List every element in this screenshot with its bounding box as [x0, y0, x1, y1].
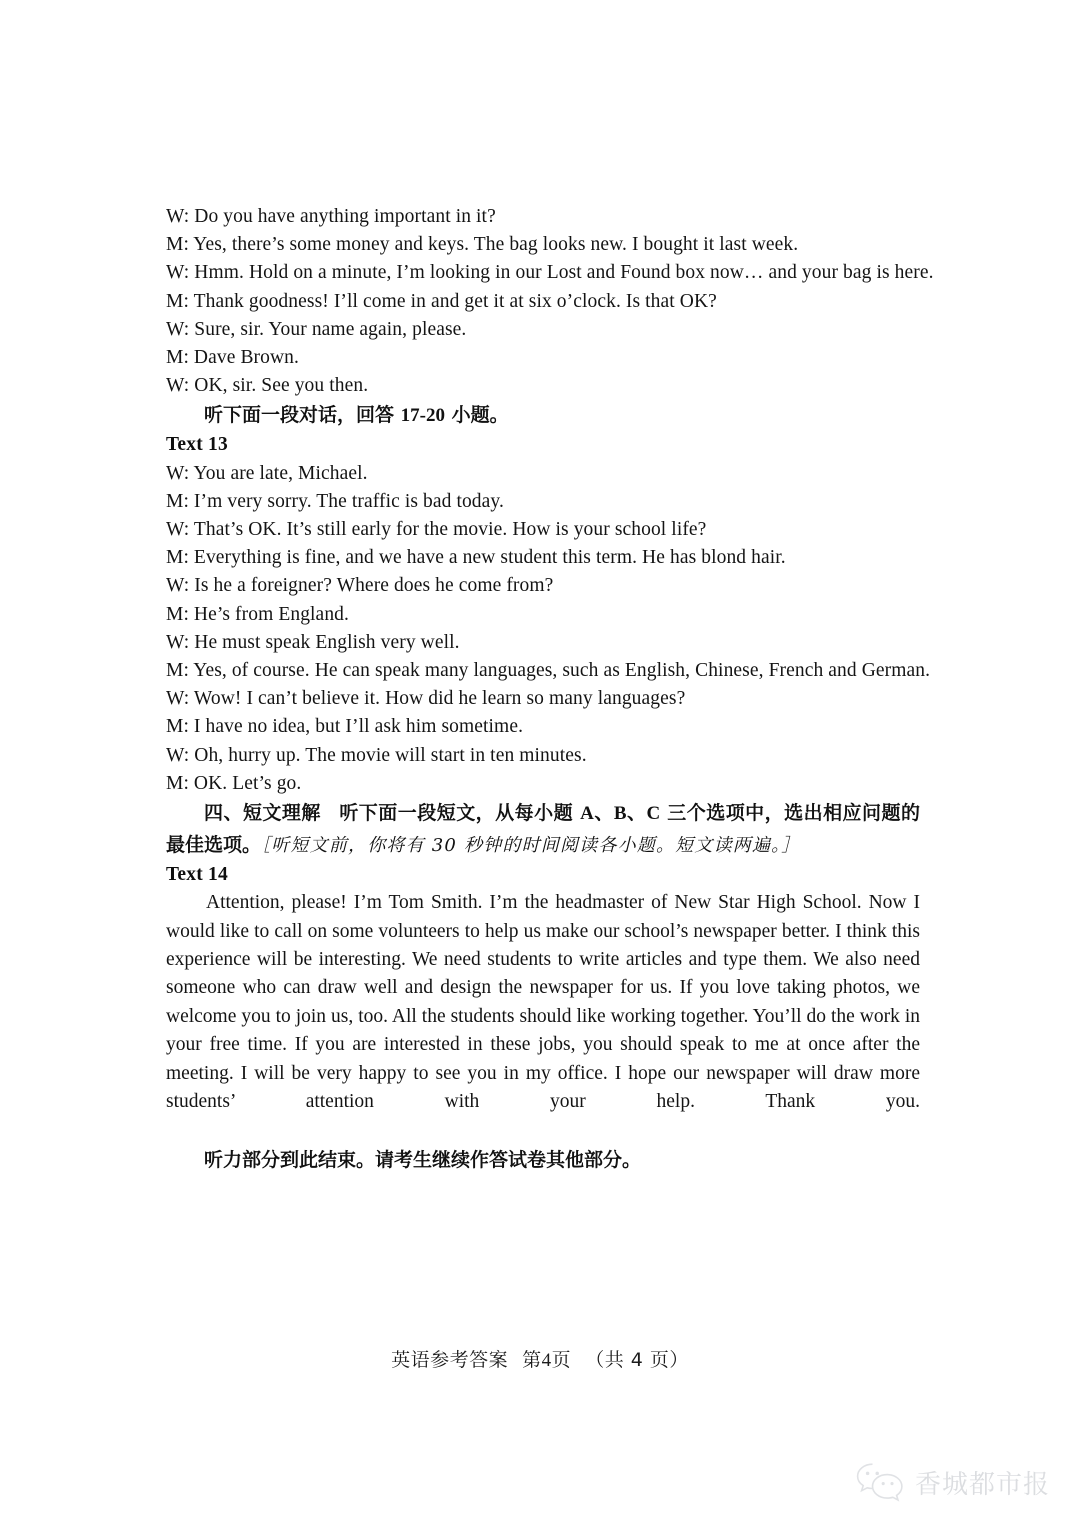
- transcript-line: M: OK. Let’s go.: [166, 772, 302, 794]
- section-4-body-part1: 听下面一段短文，从每小题: [338, 802, 581, 825]
- transcript-block-text12: [166, 203, 934, 400]
- transcript-line: M: Yes, of course. He can speak many languages, such as English, Chinese, French and German.: [166, 660, 931, 682]
- transcript-block-text13: [166, 460, 931, 798]
- transcript-line: M: Everything is fine, and we have a new student this term. He has blond hair.: [166, 547, 786, 569]
- wechat-icon: [855, 1461, 905, 1503]
- section-4-heading: [166, 798, 920, 861]
- section-4-options: A、B、C: [580, 803, 661, 825]
- instruction-question-range: 17-20: [400, 405, 445, 427]
- transcript-line: W: Wow! I can’t believe it. How did he learn so many languages?: [166, 688, 686, 710]
- footer-page-prefix: 第: [522, 1349, 542, 1371]
- transcript-line: M: Thank goodness! I’ll come in and get it at six o’clock. Is that OK?: [166, 290, 717, 312]
- listening-script-body: [166, 203, 934, 1175]
- listening-end-notice: 听力部分到此结束。请考生继续作答试卷其他部分。: [204, 1148, 642, 1171]
- footer-subject: 英语参考答案: [391, 1349, 509, 1371]
- section-4-bracket-close: 秒钟的时间阅读各小题。短文读两遍。］: [457, 834, 801, 856]
- transcript-line: W: Sure, sir. Your name again, please.: [166, 318, 467, 340]
- transcript-line: W: He must speak English very well.: [166, 631, 460, 653]
- transcript-line: M: Yes, there’s some money and keys. The bag looks new. I bought it last week.: [166, 234, 799, 256]
- instruction-17-20: [166, 400, 920, 431]
- section-4-bracket-seconds: 30: [431, 834, 458, 856]
- transcript-line: W: You are late, Michael.: [166, 462, 368, 484]
- footer-page-suffix: 页: [551, 1349, 572, 1371]
- text13-label: Text 13: [166, 434, 228, 456]
- instruction-cn-after: 小题。: [444, 404, 509, 427]
- section-4-body-part2: 三个选项中，选出相应问题的最佳选项。: [166, 802, 920, 856]
- transcript-line: W: Is he a foreigner? Where does he come from?: [166, 575, 554, 597]
- transcript-line: M: I’m very sorry. The traffic is bad today.: [166, 490, 504, 512]
- transcript-line: M: I have no idea, but I’ll ask him sometime.: [166, 716, 524, 738]
- watermark: [855, 1452, 1070, 1512]
- transcript-line: W: Do you have anything important in it?: [166, 206, 496, 227]
- transcript-line: M: Dave Brown.: [166, 347, 300, 369]
- watermark-label: 香城都市报: [915, 1469, 1051, 1500]
- text14-label: Text 14: [166, 864, 228, 886]
- transcript-line: M: He’s from England.: [166, 603, 349, 625]
- section-4-bracket-open: ［听短文前，你将有: [261, 834, 432, 856]
- transcript-line: W: Oh, hurry up. The movie will start in ten minutes.: [166, 744, 587, 766]
- footer-total-pages: （共 4 页）: [585, 1349, 689, 1371]
- text14-paragraph: Attention, please! I’m Tom Smith. I’m the headmaster of New Star High School. Now I would like to call on some volunteers to help us make our school’s newspaper better. I think this experience will be interesting. We need students to write articles and type them. We also need someone who can draw well and design the newspaper for us. If you love taking photos, we welcome you to join us, too. All the students should like working together. You’ll do the work in your free time. If you are interested in these jobs, you should speak to me at once after the meeting. I will be very happy to see you in my office. I hope our newspaper will draw more students’ attention with your help. Thank you.: [166, 892, 920, 1113]
- page-footer: [0, 1345, 1080, 1372]
- transcript-line: W: OK, sir. See you then.: [166, 375, 369, 397]
- section-4-title: 四、短文理解: [204, 802, 321, 825]
- footer-page-number: 4: [541, 1350, 552, 1371]
- transcript-line: W: Hmm. Hold on a minute, I’m looking in our Lost and Found box now… and your bag is here.: [166, 262, 934, 284]
- instruction-cn-before: 听下面一段对话，回答: [204, 404, 401, 427]
- transcript-line: W: That’s OK. It’s still early for the movie. How is your school life?: [166, 519, 707, 541]
